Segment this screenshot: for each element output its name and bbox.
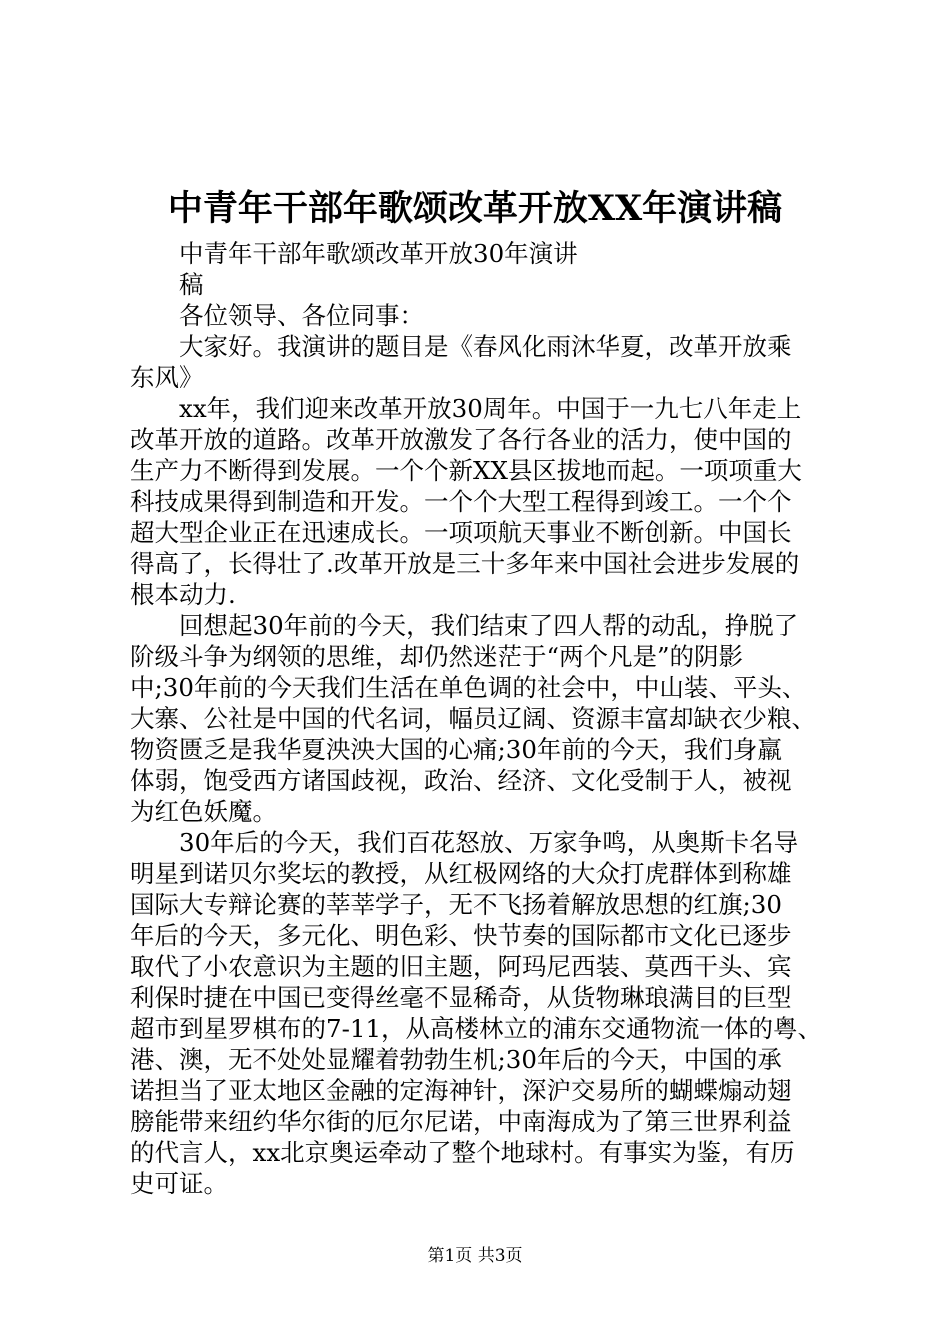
text-line: 为红色妖魔。 [130, 797, 277, 826]
text-line: 阶级斗争为纲领的思维，却仍然迷茫于“两个凡是”的阴影 [130, 642, 744, 671]
page-number-footer: 第1页 共3页 [427, 1246, 523, 1266]
text-line: 各位领导、各位同事： [130, 301, 424, 330]
text-line: 得高了，长得壮了.改革开放是三十多年来中国社会进步发展的 [130, 549, 800, 578]
text-line: 大寨、公社是中国的代名词，幅员辽阔、资源丰富却缺衣少粮、 [130, 704, 816, 733]
text-line: 港、澳，无不处处显耀着勃勃生机;30年后的今天，中国的承 [130, 1045, 782, 1074]
text-line: 超大型企业正在迅速成长。一项项航天事业不断创新。中国长 [130, 518, 792, 547]
text-line: 改革开放的道路。改革开放激发了各行各业的活力，使中国的 [130, 425, 792, 454]
text-line: 诺担当了亚太地区金融的定海神针，深沪交易所的蝴蝶煽动翅 [130, 1076, 792, 1105]
text-line: 体弱，饱受西方诸国歧视，政治、经济、文化受制于人，被视 [130, 766, 792, 795]
text-line: 膀能带来纽约华尔街的厄尔尼诺，中南海成为了第三世界利益 [130, 1107, 792, 1136]
text-line: 东风》 [130, 363, 204, 392]
text-line: 中;30年前的今天我们生活在单色调的社会中，中山装、平头、 [130, 673, 807, 702]
text-line: 年后的今天，多元化、明色彩、快节奏的国际都市文化已逐步 [130, 921, 792, 950]
text-line: 回想起30年前的今天，我们结束了四人帮的动乱，挣脱了 [130, 611, 799, 640]
text-line: 生产力不断得到发展。一个个新XX县区拔地而起。一项项重大 [130, 456, 802, 485]
text-line: 稿 [130, 270, 204, 299]
text-line: xx年，我们迎来改革开放30周年。中国于一九七八年走上 [130, 394, 802, 423]
text-line: 史可证。 [130, 1169, 228, 1198]
text-line: 的代言人，xx北京奥运牵动了整个地球村。有事实为鉴，有历 [130, 1138, 795, 1167]
text-line: 物资匮乏是我华夏泱泱大国的心痛;30年前的今天，我们身羸 [130, 735, 782, 764]
document-title: 中青年干部年歌颂改革开放XX年演讲稿 [167, 188, 783, 229]
text-line: 30年后的今天，我们百花怒放、万家争鸣，从奥斯卡名导 [130, 828, 799, 857]
text-line: 利保时捷在中国已变得丝毫不显稀奇，从货物琳琅满目的巨型 [130, 983, 792, 1012]
text-line: 超市到星罗棋布的7-11，从高楼林立的浦东交通物流一体的粤、 [130, 1014, 823, 1043]
text-line: 中青年干部年歌颂改革开放30年演讲 [130, 239, 578, 268]
document-body [130, 238, 830, 1199]
text-line: 国际大专辩论赛的莘莘学子，无不飞扬着解放思想的红旗;30 [130, 890, 782, 919]
text-line: 明星到诺贝尔奖坛的教授，从红极网络的大众打虎群体到称雄 [130, 859, 792, 888]
text-line: 大家好。我演讲的题目是《春风化雨沐华夏，改革开放乘 [130, 332, 792, 361]
text-line: 取代了小农意识为主题的旧主题，阿玛尼西装、莫西干头、宾 [130, 952, 792, 981]
text-line: 根本动力. [130, 580, 236, 609]
text-line: 科技成果得到制造和开发。一个个大型工程得到竣工。一个个 [130, 487, 792, 516]
